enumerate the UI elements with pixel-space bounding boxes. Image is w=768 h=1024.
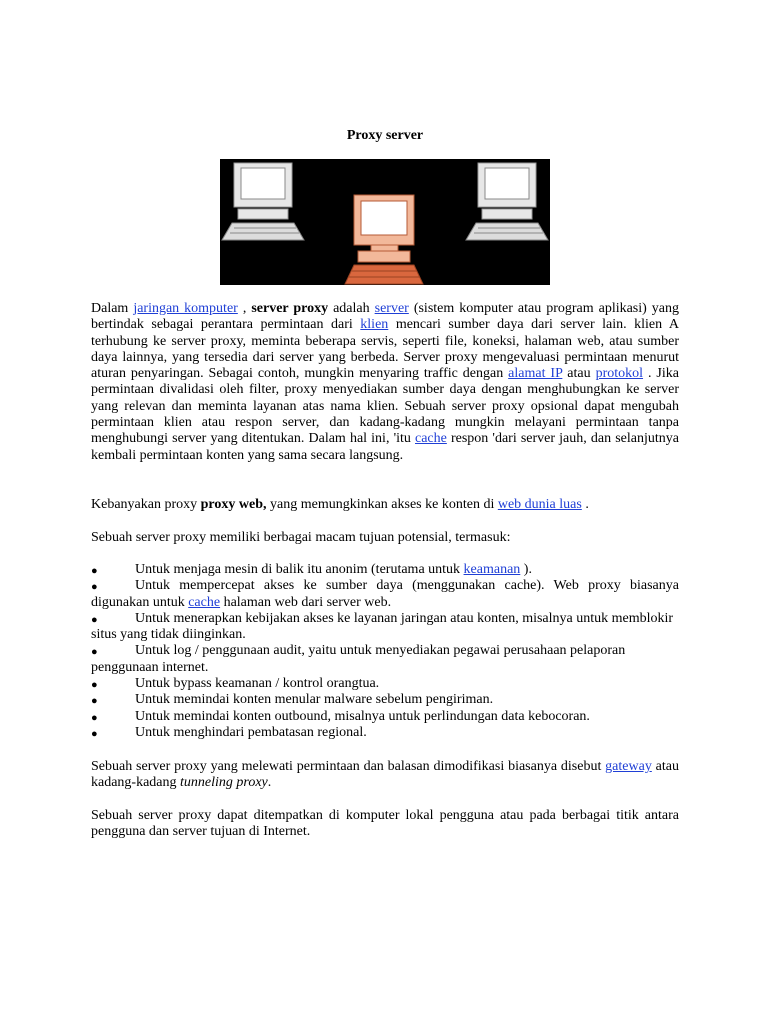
text-span: Untuk memindai konten outbound, misalnya untuk perlindungan data kebocoran. bbox=[135, 708, 590, 724]
list-item bbox=[91, 709, 679, 725]
bold-server-proxy: server proxy bbox=[251, 301, 329, 316]
placement-paragraph: Sebuah server proxy dapat ditempatkan di komputer lokal pengguna atau pada berbagai titik antara pengguna dan server tujuan di Internet. bbox=[91, 808, 679, 840]
text-span: yang memungkinkan akses ke konten di bbox=[266, 497, 498, 512]
link-protokol[interactable]: protokol bbox=[595, 366, 644, 382]
text-span: (sistem komputer atau program aplikasi) yang bertindak sebagai perantara permintaan dari bbox=[91, 301, 680, 333]
link-web-dunia-luas[interactable]: web dunia luas bbox=[497, 497, 582, 512]
text-span: adalah bbox=[328, 301, 375, 316]
link-alamat-ip[interactable]: alamat IP bbox=[508, 366, 563, 382]
text-span: Untuk mempercepat akses ke sumber daya (menggunakan cache). Web proxy biasanya digunakan untuk bbox=[91, 578, 679, 610]
text-span: Sebuah server proxy yang melewati permintaan dan balasan dimodifikasi biasanya disebut bbox=[91, 759, 606, 774]
proxy-server-computer-icon bbox=[345, 195, 423, 284]
list-item bbox=[91, 562, 679, 578]
intro-paragraph bbox=[91, 301, 679, 464]
bullet-icon: ● bbox=[91, 581, 98, 594]
list-item bbox=[91, 692, 679, 708]
text-span: atau kadang-kadang bbox=[91, 759, 679, 791]
text-span: . bbox=[267, 775, 272, 791]
list-item bbox=[91, 676, 679, 692]
bullet-icon: ● bbox=[91, 711, 98, 724]
text-span: , bbox=[237, 301, 252, 316]
bullet-icon: ● bbox=[91, 695, 98, 708]
purposes-list bbox=[91, 562, 679, 741]
text-span: mencari sumber daya dari server lain. klien A terhubung ke server proxy, meminta beberapa servis, seperti file, koneksi, halaman web, atau sumber daya lainnya, yang tersedia dari server yang berbeda. Server proxy mengevaluasi permintaan menurut aturan penyaringan. Sebagai contoh, mungkin menyaring traffic dengan bbox=[91, 317, 680, 382]
text-span: . Jika permintaan divalidasi oleh filter, proxy menyediakan sumber daya dengan menghubungkan ke server yang relevan dan meminta layanan atas nama klien. Sebuah server proxy opsional dapat mengubah permintaan klien atau respon server, dan kadang-kadang mungkin melayani permintaan tanpa menghubungi server yang ditentukan. Dalam hal ini, 'itu bbox=[91, 366, 679, 447]
client-computer-left-icon bbox=[222, 163, 304, 240]
text-span: Untuk menghindari pembatasan regional. bbox=[135, 724, 367, 740]
client-computer-right-icon bbox=[466, 163, 548, 240]
text-span: atau bbox=[562, 366, 596, 382]
text-span: . bbox=[581, 497, 589, 512]
bullet-icon: ● bbox=[91, 646, 98, 659]
link-klien[interactable]: klien bbox=[360, 317, 389, 333]
bullet-icon: ● bbox=[91, 565, 98, 577]
proxy-diagram-figure bbox=[220, 159, 550, 285]
link-gateway[interactable]: gateway bbox=[605, 759, 652, 774]
text-span: respon 'dari server jauh, dan selanjutnya kembali permintaan konten yang sama secara langsung. bbox=[91, 431, 679, 463]
bullet-icon: ● bbox=[91, 679, 98, 692]
text-span: Untuk menerapkan kebijakan akses ke layanan jaringan atau konten, misalnya untuk memblokir situs yang tidak diinginkan. bbox=[91, 610, 674, 643]
text-span: Untuk menjaga mesin di balik itu anonim (terutama untuk bbox=[135, 562, 464, 577]
bold-proxy-web: proxy web, bbox=[200, 497, 267, 512]
list-item bbox=[91, 643, 679, 676]
list-item bbox=[91, 611, 679, 644]
text-span: Untuk bypass keamanan / kontrol orangtua. bbox=[135, 676, 380, 692]
text-span: Untuk memindai konten menular malware sebelum pengiriman. bbox=[135, 692, 494, 708]
link-jaringan-komputer[interactable]: jaringan komputer bbox=[133, 301, 238, 316]
link-keamanan[interactable]: keamanan bbox=[463, 562, 521, 577]
text-span: Dalam bbox=[91, 301, 134, 316]
text-span: Untuk log / penggunaan audit, yaitu untuk menyediakan pegawai perusahaan pelaporan penggunaan internet. bbox=[91, 643, 626, 675]
italic-tunneling-proxy: tunneling proxy bbox=[180, 775, 268, 791]
proxy-diagram-image bbox=[220, 159, 550, 285]
text-span: halaman web dari server web. bbox=[220, 594, 392, 610]
proxy-web-paragraph bbox=[91, 497, 679, 513]
list-item bbox=[91, 578, 679, 611]
link-cache[interactable]: cache bbox=[415, 431, 447, 447]
link-cache-list[interactable]: cache bbox=[188, 594, 221, 610]
bullet-icon: ● bbox=[91, 727, 98, 740]
text-span: Kebanyakan proxy bbox=[91, 497, 201, 512]
link-server[interactable]: server bbox=[374, 301, 409, 316]
list-item bbox=[91, 725, 679, 741]
page-title: Proxy server bbox=[346, 128, 424, 143]
purposes-intro-paragraph: Sebuah server proxy memiliki berbagai macam tujuan potensial, termasuk: bbox=[91, 530, 511, 545]
bullet-icon: ● bbox=[91, 613, 98, 626]
gateway-paragraph bbox=[91, 759, 679, 792]
text-span: ). bbox=[520, 562, 532, 577]
